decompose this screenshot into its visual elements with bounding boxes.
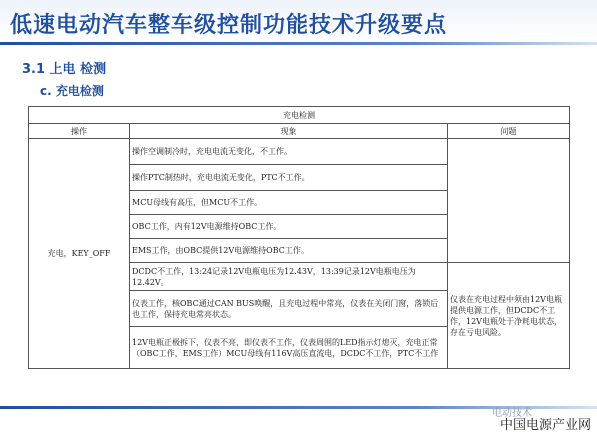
phenomenon-cell: DCDC不工作，13:24记录12V电瓶电压为12.43V，13:39记录12V电瓶电压为12.42V。 — [130, 263, 448, 291]
col-header-operation: 操作 — [29, 124, 130, 139]
table-row — [29, 139, 570, 165]
subsection-heading: c. 充电检测 — [40, 84, 104, 98]
phenomenon-cell: OBC工作，内有12V电源维持OBC工作。 — [130, 215, 448, 239]
watermark-text: 电动技术 — [492, 408, 532, 419]
col-header-issue: 问题 — [448, 124, 570, 139]
charging-test-table — [28, 106, 570, 369]
issue-cell-empty — [448, 139, 570, 263]
phenomenon-cell: 操作PTC制热时，充电电流无变化，PTC不工作。 — [130, 165, 448, 191]
issue-cell: 仪表在充电过程中须由12V电瓶提供电源工作，但DCDC不工作，12V电瓶处于净耗电状态，存在亏电风险。 — [448, 263, 570, 369]
phenomenon-cell: MCU母线有高压，但MCU不工作。 — [130, 191, 448, 215]
slide-title: 低速电动汽车整车级控制功能技术升级要点 — [10, 13, 448, 38]
phenomenon-cell: 仪表工作，核OBC通过CAN BUS唤醒，且充电过程中常亮，仪表在关闭门窗，落锁后也工作，保持充电常亮状态。 — [130, 291, 448, 327]
col-header-phenomenon: 现象 — [130, 124, 448, 139]
phenomenon-cell: EMS工作，由OBC提供12V电源维持OBC工作。 — [130, 239, 448, 263]
section-heading: 3.1 上电 检测 — [22, 62, 107, 77]
table-title: 充电检测 — [29, 107, 570, 124]
phenomenon-cell: 12V电瓶正极拆下，仪表不亮，即仪表不工作，仪表周围的LED指示灯熄灭，充电正常（OBC工作，EMS工作）MCU母线有116V高压直流电，DCDC不工作，PTC不工作 — [130, 327, 448, 369]
footer-brand: 中国电源产业网 — [499, 418, 591, 433]
table-header-row — [29, 124, 570, 139]
phenomenon-cell: 操作空调制冷时，充电电流无变化，不工作。 — [130, 139, 448, 165]
title-divider — [0, 42, 597, 45]
operation-cell: 充电，KEY_OFF — [29, 139, 130, 369]
table-title-row — [29, 107, 570, 124]
